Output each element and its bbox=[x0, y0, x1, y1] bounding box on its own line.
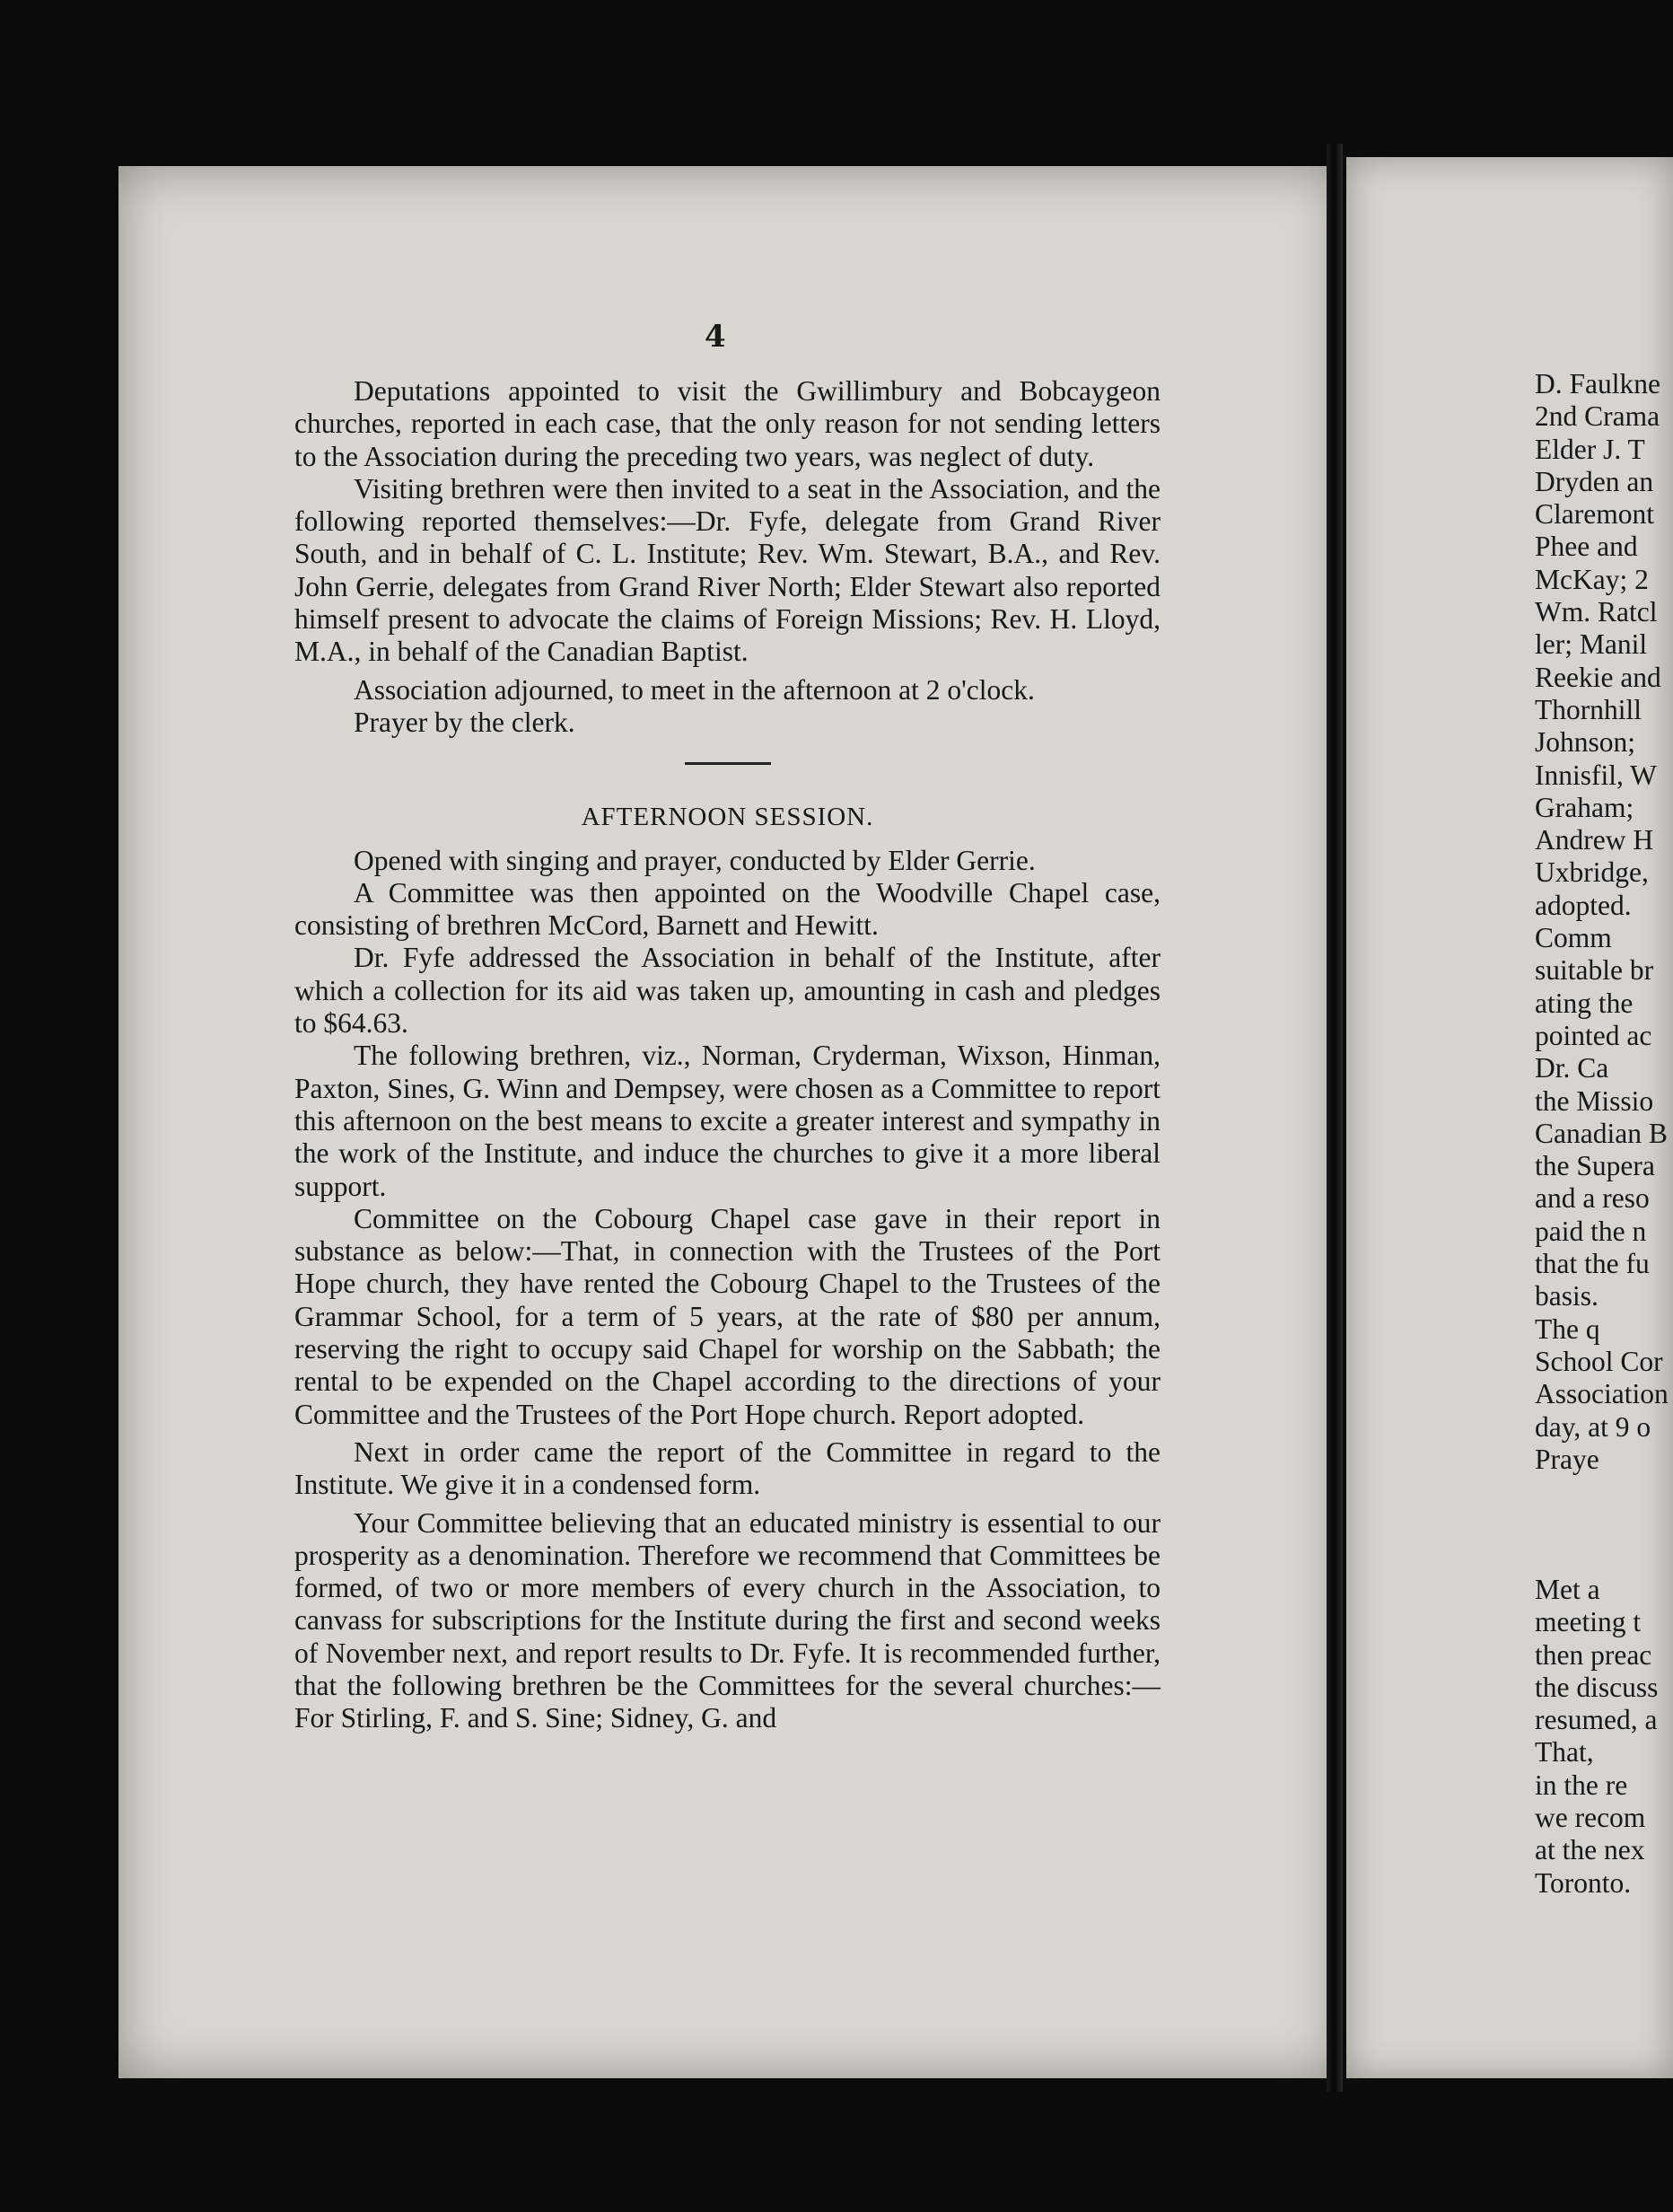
right-page-line: The q bbox=[1535, 1312, 1600, 1345]
right-page-line: Innisfil, W bbox=[1535, 759, 1657, 791]
right-page-line: the Supera bbox=[1535, 1150, 1655, 1182]
page-number: 4 bbox=[705, 319, 726, 355]
right-page-line: Association bbox=[1535, 1378, 1669, 1410]
paragraph-deputations: Deputations appointed to visit the Gwillimbury and Bobcaygeon churches, reported in each case, that the only reason for not sending letters to the Association during the preceding two years, was neglect of duty. bbox=[294, 375, 1161, 472]
right-page-line: Andrew H bbox=[1535, 824, 1654, 856]
right-page-line: at the nex bbox=[1535, 1834, 1645, 1866]
right-page-line: Wm. Ratcl bbox=[1535, 596, 1658, 628]
paragraph-visiting-brethren: Visiting brethren were then invited to a seat in the Association, and the following reported themselves:—Dr. Fyfe, delegate from Grand River South, and in behalf of C. L. Institute; Rev. Wm. Stewart, B.A., and Rev. John Gerrie, delegates from Grand River North; Elder Stewart also reported himself present to advocate the claims of Foreign Missions; Rev. H. Lloyd, M.A., in behalf of the Canadian Baptist. bbox=[294, 472, 1161, 668]
paragraph-opened: Opened with singing and prayer, conducted by Elder Gerrie. bbox=[354, 844, 1036, 876]
right-page-line: Dr. Ca bbox=[1535, 1052, 1609, 1084]
paragraph-institute-committee: The following brethren, viz., Norman, Cryderman, Wixson, Hinman, Paxton, Sines, G. Winn and Dempsey, were chosen as a Committee to report this afternoon on the best means to excite a greater interest and sympathy in the work of the Institute, and induce the churches to give it a more liberal support. bbox=[294, 1040, 1161, 1202]
right-page-line: Canadian B bbox=[1535, 1117, 1668, 1149]
right-page-line: resumed, a bbox=[1535, 1704, 1658, 1736]
right-page-line: ler; Manil bbox=[1535, 628, 1648, 661]
right-page-line: paid the n bbox=[1535, 1215, 1647, 1247]
right-page-line: then preac bbox=[1535, 1638, 1652, 1671]
right-page-line: Elder J. T bbox=[1535, 433, 1645, 465]
right-page-text bbox=[1535, 368, 1673, 1900]
right-page-line: Graham; bbox=[1535, 791, 1634, 823]
right-page-line bbox=[1535, 1476, 1673, 1508]
right-page-line: D. Faulkne bbox=[1535, 368, 1660, 399]
right-page-line: McKay; 2 bbox=[1535, 563, 1649, 595]
right-page-line bbox=[1535, 1541, 1673, 1574]
right-page-line: That, bbox=[1535, 1736, 1594, 1769]
right-page-line: Claremont bbox=[1535, 498, 1654, 531]
right-page-line: School Cor bbox=[1535, 1345, 1663, 1377]
section-divider bbox=[685, 762, 771, 765]
right-page-line: 2nd Crama bbox=[1535, 400, 1660, 433]
right-page-line: pointed ac bbox=[1535, 1019, 1652, 1051]
right-page-line: that the fu bbox=[1535, 1248, 1650, 1280]
right-page-line: day, at 9 o bbox=[1535, 1410, 1651, 1443]
right-page-line: suitable br bbox=[1535, 954, 1654, 987]
section-heading: AFTERNOON SESSION. bbox=[581, 803, 874, 832]
paragraph-cobourg-report: Committee on the Cobourg Chapel case gave in their report in substance as below:—That, in connection with the Trustees of the Port Hope church, they have rented the Cobourg Chapel to the Trustees of the Grammar School, for a term of 5 years, at the rate of $80 per annum, reserving the right to occupy said Chapel for worship on the Sabbath; the rental to be expended on the Chapel according to the directions of your Committee and the Trustees of the Port Hope church. Report adopted. bbox=[294, 1202, 1161, 1430]
paragraph-woodville-committee: A Committee was then appointed on the Woodville Chapel case, consisting of brethren McCord, Barnett and Hewitt. bbox=[294, 876, 1161, 942]
right-page-line: the Missio bbox=[1535, 1084, 1654, 1117]
right-page-line: basis. bbox=[1535, 1280, 1599, 1312]
right-page-line: Comm bbox=[1535, 922, 1612, 954]
right-page-line: Phee and bbox=[1535, 531, 1638, 563]
paragraph-prayer: Prayer by the clerk. bbox=[354, 706, 575, 738]
right-page-line bbox=[1535, 1508, 1673, 1540]
paragraph-fyfe-collection: Dr. Fyfe addressed the Association in behalf of the Institute, after which a collection for its aid was taken up, amounting in cash and pledges to $64.63. bbox=[294, 942, 1161, 1040]
right-page-line: Reekie and bbox=[1535, 661, 1661, 693]
right-page-line: meeting t bbox=[1535, 1606, 1642, 1638]
page-gutter bbox=[1327, 144, 1343, 2092]
right-page-line: Thornhill bbox=[1535, 693, 1642, 725]
right-page-line: Met a bbox=[1535, 1573, 1600, 1605]
right-page-line: Johnson; bbox=[1535, 726, 1636, 759]
paragraph-committee-recommendation: Your Committee believing that an educated ministry is essential to our prosperity as a denomination. Therefore we recommend that Committees be formed, of two or more members of every church in the Association, to canvass for subscriptions for the Institute during the first and second weeks of November next, and report results to Dr. Fyfe. It is recommended further, that the following brethren be the Committees for the several churches:—For Stirling, F. and S. Sine; Sidney, G. and bbox=[294, 1506, 1161, 1734]
right-page-line: and a reso bbox=[1535, 1182, 1650, 1215]
paragraph-institute-report: Next in order came the report of the Committee in regard to the Institute. We give it in a condensed form. bbox=[294, 1435, 1161, 1501]
left-page-text bbox=[294, 375, 1161, 1735]
right-page-line: we recom bbox=[1535, 1802, 1646, 1834]
right-page-line: ating the bbox=[1535, 987, 1634, 1019]
right-page-line: Dryden an bbox=[1535, 465, 1654, 497]
right-page-line: Uxbridge, bbox=[1535, 856, 1649, 889]
right-page-line: Praye bbox=[1535, 1443, 1599, 1475]
right-page-line: Toronto. bbox=[1535, 1866, 1632, 1899]
right-page-line: the discuss bbox=[1535, 1671, 1659, 1703]
right-page-line: in the re bbox=[1535, 1769, 1628, 1801]
paragraph-adjourned: Association adjourned, to meet in the afternoon at 2 o'clock. bbox=[354, 673, 1035, 706]
right-page-line: adopted. bbox=[1535, 889, 1632, 921]
